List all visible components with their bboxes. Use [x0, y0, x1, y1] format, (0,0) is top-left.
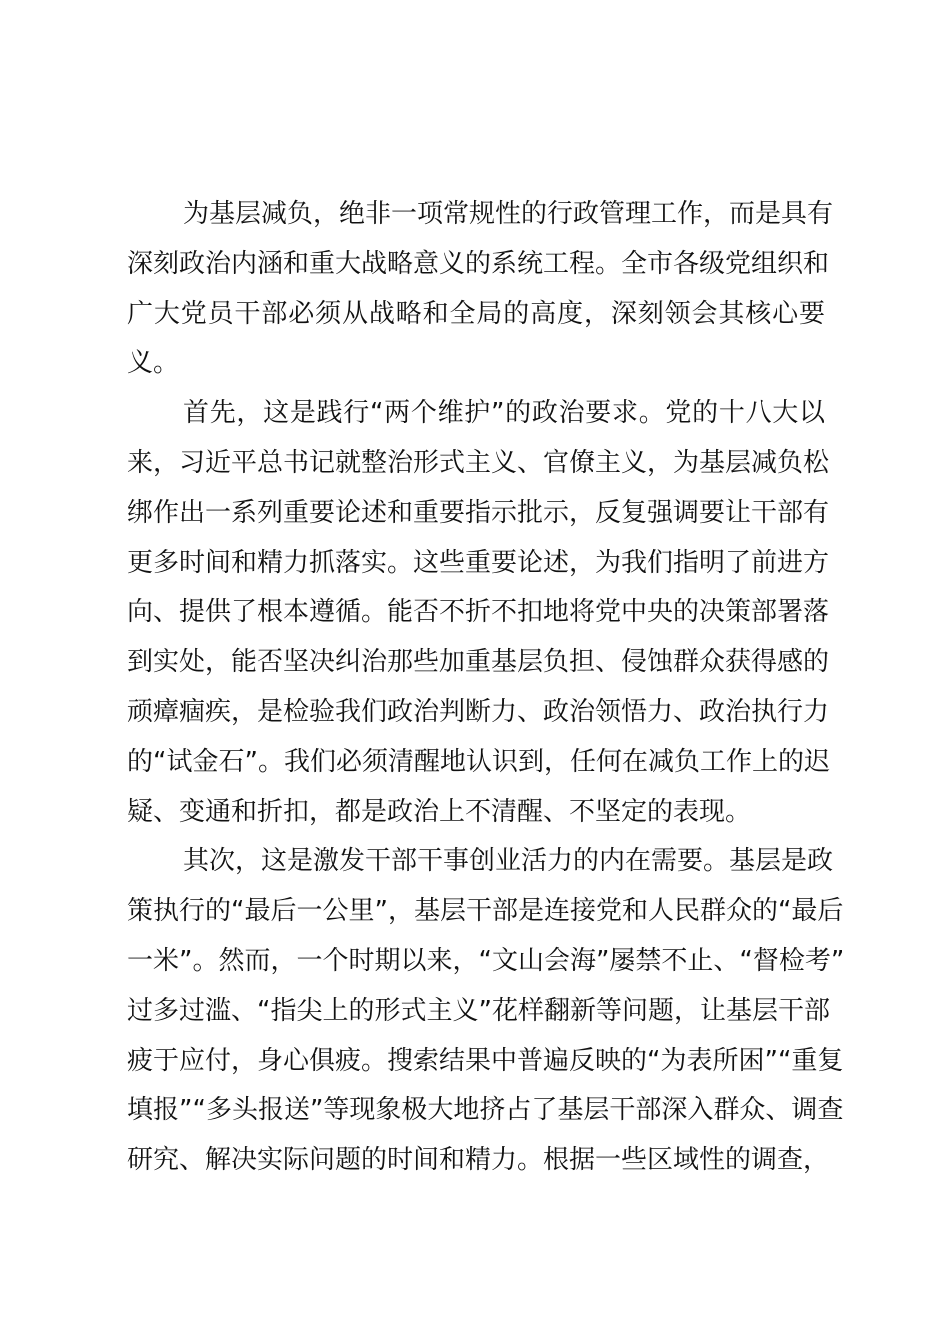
text-line: 广大党员干部必须从战略和全局的高度，深刻领会其核心要 [127, 298, 825, 329]
text-line: 的“试金石”。我们必须清醒地认识到，任何在减负工作上的迟 [127, 746, 830, 777]
paragraph-3 [127, 837, 845, 1186]
text-line: 疲于应付，身心俱疲。搜索结果中普遍反映的“为表所困”“重复 [127, 1045, 844, 1076]
text-line: 到实处，能否坚决纠治那些加重基层负担、侵蚀群众获得感的 [127, 647, 830, 678]
text-line: 深刻政治内涵和重大战略意义的系统工程。全市各级党组织和 [127, 248, 830, 279]
text-line: 来，习近平总书记就整治形式主义、官僚主义，为基层减负松 [127, 447, 830, 478]
text-line: 绑作出一系列重要论述和重要指示批示，反复强调要让干部有 [127, 497, 830, 528]
text-line: 顽瘴痼疾，是检验我们政治判断力、政治领悟力、政治执行力 [127, 696, 830, 727]
text-line: 更多时间和精力抓落实。这些重要论述，为我们指明了前进方 [127, 547, 830, 578]
document-page [127, 190, 845, 1186]
paragraph-1 [127, 190, 834, 389]
text-line: 义。 [127, 348, 180, 379]
text-line: 其次，这是激发干部干事创业活力的内在需要。基层是政 [183, 846, 834, 877]
text-line: 填报”“多头报送”等现象极大地挤占了基层干部深入群众、调查 [127, 1095, 844, 1126]
text-line: 过多过滥、“指尖上的形式主义”花样翻新等问题，让基层干部 [127, 995, 830, 1026]
text-line: 一米”。然而，一个时期以来，“文山会海”屡禁不止、“督检考” [127, 945, 845, 976]
text-line: 研究、解决实际问题的时间和精力。根据一些区域性的调查， [127, 1145, 830, 1176]
paragraph-2 [127, 389, 830, 837]
text-line: 首先，这是践行“两个维护”的政治要求。党的十八大以 [183, 398, 825, 429]
text-line: 疑、变通和折扣，都是政治上不清醒、不坚定的表现。 [127, 796, 752, 827]
text-line: 策执行的“最后一公里”，基层干部是连接党和人民群众的“最后 [127, 896, 844, 927]
text-line: 向、提供了根本遵循。能否不折不扣地将党中央的决策部署落 [127, 597, 830, 628]
text-line: 为基层减负，绝非一项常规性的行政管理工作，而是具有 [183, 199, 834, 229]
